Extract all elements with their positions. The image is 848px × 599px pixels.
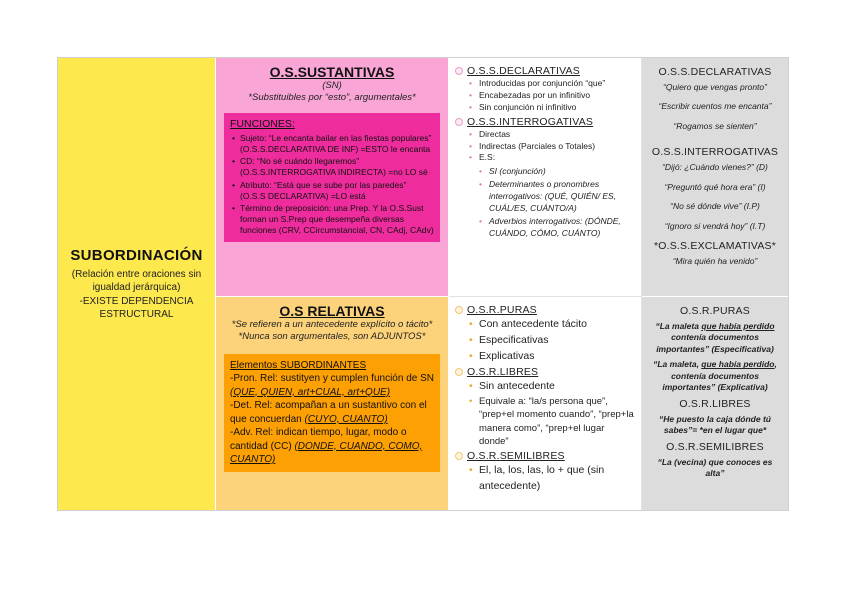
bullet-icon [455,118,463,126]
tipos-sustantivas-cell [449,58,642,297]
ej-puras-title: O.S.R.PURAS [680,305,750,317]
ej-decl-title: O.S.S.DECLARATIVAS [658,66,772,78]
ej-semi-title: O.S.R.SEMILIBRES [666,440,764,453]
bullet-icon [455,452,463,460]
subordinacion-cell [58,58,216,510]
relativas-title: O.S RELATIVAS [279,303,385,319]
subordinacion-title: SUBORDINACIÓN [70,246,203,264]
libres-list [455,379,635,448]
list-item: • Indirectas (Parciales o Totales) [479,141,635,153]
es-list [455,166,635,239]
puras-heading-text: O.S.R.PURAS [467,304,537,316]
example-quote: “Dijó: ¿Cuándo vienes?” (D) [662,162,768,173]
ejemplos-relativas-cell [642,297,788,510]
list-item: • Término de preposición: una Prep. Y la O.S.Sust forman un S.Prep que desempeña diversas funciones (CRV, CCircumstancial, CN, CAdj, CAdv) [240,203,434,236]
quote-text: “La maleta [655,321,702,331]
list-item: • Especificativas [479,333,635,349]
definition-line: igualdad jerárquica) [92,282,181,293]
sustantivas-subtitle: *Substituibles por “esto”, argumentales* [248,92,416,104]
bullet-icon [455,368,463,376]
example-quote [648,321,782,355]
inter-heading [455,116,635,128]
subordinacion-table [57,57,789,511]
funciones-list [230,133,434,235]
libres-heading-text: O.S.R.LIBRES [467,366,539,379]
list-item: • Explicativas [479,349,635,365]
list-item: • Determinantes o pronombres interrogativos: (QUÉ, QUIÉN/ ES, CUÁL/ES, CUÁNTO/A) [489,179,635,215]
elemento-examples: (CUYO, CUANTO) [304,413,388,425]
list-item: • Adverbios interrogativos: (DÓNDE, CUÁNDO, CÓMO, CUÁNTO) [489,216,635,240]
example-quote: “Preguntó qué hora era” (I) [664,181,766,192]
ej-libres-title: O.S.R.LIBRES [679,397,751,410]
quote-text: , contenía documentos importantes” (Explicativa) [662,359,777,393]
ejemplos-sustantivas-cell [642,58,788,297]
list-item: • Introducidas por conjunción “que” [479,78,635,90]
elemento-examples: (QUE, QUIEN, art+CUAL, art+QUE) [230,386,391,398]
list-item: • El, la, los, las, lo + que (sin antecedente) [479,463,635,495]
elemento-text: -Det. Rel: acompañan a un sustantivo con el que concuerdan [230,400,427,425]
list-item: • Directas [479,129,635,141]
inter-heading-text: O.S.S.INTERROGATIVAS [467,115,594,128]
relativas-subtitle: *Se refieren a un antecedente explícito o tácito* [231,319,433,330]
ej-excl-title: *O.S.S.EXCLAMATIVAS* [653,240,777,253]
definition-line: -EXISTE DEPENDENCIA [79,295,194,307]
inter-list [455,129,635,165]
quote-text: “La maleta, [653,359,702,370]
list-item: • Sin conjunción ni infinitivo [479,102,635,114]
sustantivas-cell [216,58,449,297]
elemento-text: -Adv. Rel: indican tiempo, lugar, modo o cantidad (CC) [230,427,407,452]
elemento-line [230,426,434,467]
elemento-line [230,372,434,399]
semilibres-heading-text: O.S.R.SEMILIBRES [467,450,565,463]
list-item: • E.S: [479,152,635,164]
subordinacion-definition [72,268,202,322]
decl-heading [455,65,635,77]
example-quote [648,359,782,393]
puras-list [455,317,635,364]
funciones-title: FUNCIONES: [230,117,295,130]
semilibres-heading [455,450,635,462]
example-quote: “No sé dónde vive” (I.P) [670,201,760,212]
funciones-box [224,113,440,242]
sustantivas-title: O.S.SUSTANTIVAS [269,64,395,80]
relativas-subtitle: *Nunca son argumentales, son ADJUNTOS* [238,331,426,343]
example-quote: “Mira quién ha venido” [672,256,758,267]
bullet-icon [455,67,463,75]
semilibres-list [455,463,635,495]
example-quote: “He puesto la caja dónde tú sabes”= *en el lugar que* [659,413,771,436]
list-item: • SI (conjunción) [489,166,635,178]
elementos-title: Elementos SUBORDINANTES [230,359,367,371]
list-item: • Sin antecedente [479,379,635,395]
list-item: • Equivale a: “la/s persona que”, “prep+el momento cuando”, “prep+la manera como”, “prep+el lugar donde” [479,395,635,448]
definition-line: ESTRUCTURAL [99,309,174,320]
relativas-cell [216,297,449,510]
puras-heading [455,304,635,316]
example-quote: “La (vecina) que conoces es alta” [657,456,773,479]
example-quote: “Escribir cuentos me encanta” [658,101,772,112]
quote-text: contenía documentos importantes” (Especificativa) [656,332,774,354]
list-item: • Atributo: “Está que se sube por las paredes” (O.S.S DECLARATIVA) =LO está [240,180,434,202]
list-item: • Sujeto: “Le encanta bailar en las fiestas populares” (O.S.S.DECLARATIVA DE INF) =ESTO le encanta [240,133,434,155]
decl-heading-text: O.S.S.DECLARATIVAS [467,65,580,77]
list-item: • Con antecedente tácito [479,317,635,333]
elemento-text: -Pron. Rel: sustityen y cumplen función de SN [230,373,434,385]
example-quote: “Ignoro si vendrá hoy” (I.T) [664,220,766,231]
example-quote: “Quiero que vengas pronto” [663,82,767,92]
decl-list [455,78,635,114]
sustantivas-sn: (SN) [322,80,342,91]
elemento-line [230,399,434,426]
libres-heading [455,366,635,378]
bullet-icon [455,306,463,314]
elementos-box [224,354,440,472]
elemento-examples: (DONDE, CUANDO, COMO, CUANTO) [230,440,423,466]
quote-relative: que había perdido [701,321,775,331]
list-item: • CD: “No sé cuándo llegaremos” (O.S.S.INTERROGATIVA INDIRECTA) =no LO sé [240,156,434,178]
tipos-relativas-cell [449,297,642,510]
ej-inter-title: O.S.S.INTERROGATIVAS [651,146,779,159]
list-item: • Encabezadas por un infinitivo [479,90,635,102]
example-quote: “Rogamos se sienten” [673,120,757,131]
definition-line: (Relación entre oraciones sin [71,268,202,280]
quote-relative: que había perdido [701,359,775,370]
